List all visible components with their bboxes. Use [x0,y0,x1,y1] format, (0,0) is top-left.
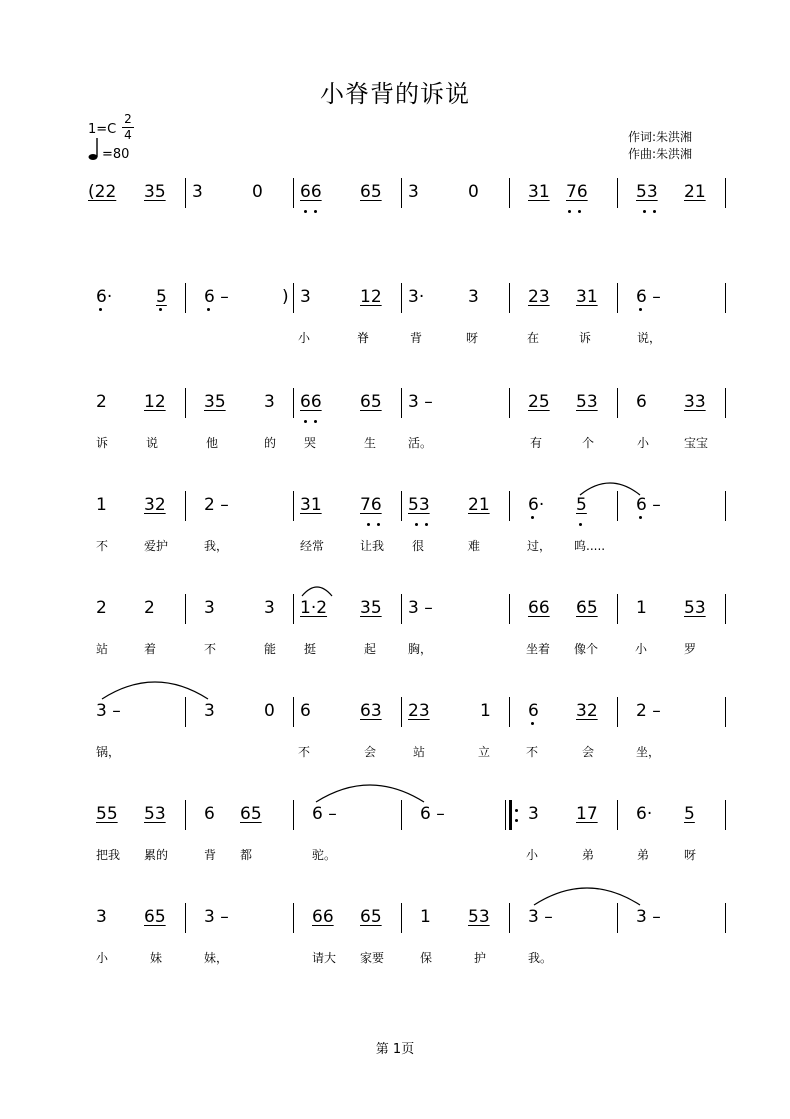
barline [509,178,510,208]
lyric: 不 [204,642,217,656]
note: 66 [528,598,550,618]
lyric: 挺 [304,642,317,656]
lyric: 不 [526,745,539,759]
barline [293,388,294,418]
note: 1 [420,907,431,927]
note: 3 [408,182,419,202]
barline [617,903,618,933]
barline [617,178,618,208]
barline [725,178,726,208]
note: 23 [528,287,550,307]
barline [725,903,726,933]
composer-credit: 作曲:朱洪湘 [628,147,693,161]
lyric: 他 [206,436,219,450]
time-sig-numerator: 2 [124,112,132,126]
barline [185,178,186,208]
note: 32 [576,701,598,721]
barline [401,491,402,521]
lyric: 宝宝 [684,436,709,450]
lyric: 请大 [312,951,337,965]
note: 3 [264,598,275,618]
note: 53 [408,495,430,515]
note: (22 [88,182,117,202]
barline [617,697,618,727]
lyric: 诉 [96,436,109,450]
note: 1 [480,701,491,721]
barline [185,903,186,933]
barline [185,283,186,313]
note: 65 [576,598,598,618]
lyric: 小 [637,436,650,450]
note: 2 – [204,495,229,515]
lyric: 我。 [528,951,553,965]
lyricist-credit: 作词:朱洪湘 [628,130,693,144]
note: 6 – [420,804,445,824]
lyric: 诉 [579,331,592,345]
lyric: 都 [240,848,253,862]
lyric: 的 [264,436,277,450]
note: 3 – [636,907,661,927]
lyric: 站 [413,745,426,759]
note: 6· [96,287,113,307]
note: 2 [96,598,107,618]
score-row-6 [0,697,790,757]
barline [185,697,186,727]
lyric: 着 [144,642,157,656]
score-row-3 [0,388,790,448]
note: 5 [576,495,587,515]
note: 6 [204,804,215,824]
note: 65 [360,907,382,927]
lyric: 呜..... [574,539,606,553]
score-row-5 [0,594,790,654]
lyric: 胸， [408,642,433,656]
lyric: 不 [298,745,311,759]
lyric: 活。 [408,436,433,450]
slur-arc [532,883,642,907]
barline [725,491,726,521]
lyric: 会 [364,745,377,759]
note: 63 [360,701,382,721]
barline [617,283,618,313]
note: 53 [684,598,706,618]
lyric: 家要 [360,951,385,965]
lyric: 难 [468,539,481,553]
note: 3 – [408,598,433,618]
note: 53 [576,392,598,412]
lyric: 在 [527,331,540,345]
note: 1 [636,598,647,618]
barline [293,491,294,521]
barline [185,491,186,521]
barline [401,903,402,933]
note: 31 [300,495,322,515]
score-row-7 [0,800,790,860]
key-signature: 1=C [88,122,117,137]
note: 53 [468,907,490,927]
barline [401,800,402,830]
note: 76 [360,495,382,515]
note: 3 [96,907,107,927]
barline [401,283,402,313]
note: 12 [144,392,166,412]
note: 21 [468,495,490,515]
lyric: 起 [364,642,377,656]
note: 35 [204,392,226,412]
note: 3 – [204,907,229,927]
barline [725,800,726,830]
note: 3 [192,182,203,202]
barline [293,697,294,727]
note: 76 [566,182,588,202]
note: 65 [144,907,166,927]
barline [401,594,402,624]
note: 66 [300,392,322,412]
slur-arc [300,582,334,598]
repeat-dot [515,809,518,812]
lyric: 妹， [204,951,229,965]
lyric: 不 [96,539,109,553]
lyric: 能 [264,642,277,656]
lyric: 说 [146,436,159,450]
lyric: 呀 [684,848,697,862]
note: 23 [408,701,430,721]
tempo-marking: =80 [102,147,130,162]
barline [293,283,294,313]
barline [509,283,510,313]
note: 35 [144,182,166,202]
barline [185,388,186,418]
lyric: 像个 [574,642,599,656]
lyric: 有 [530,436,543,450]
time-signature [122,113,134,142]
lyric: 立 [478,745,491,759]
note: 31 [528,182,550,202]
note: 3 – [408,392,433,412]
note: 0 [468,182,479,202]
lyric: 坐， [636,745,661,759]
lyric: 让我 [360,539,385,553]
note: 17 [576,804,598,824]
barline [401,697,402,727]
barline [509,388,510,418]
barline [725,388,726,418]
note: 6· [636,804,653,824]
note: 53 [144,804,166,824]
lyric: 哭 [304,436,317,450]
note: 5 [156,287,167,307]
note: 1 [96,495,107,515]
lyric: 会 [582,745,595,759]
lyric: 呀 [466,331,479,345]
score-row-4 [0,491,790,551]
barline [185,594,186,624]
barline [617,594,618,624]
slur-arc [100,677,210,701]
quarter-note-icon [88,137,100,161]
barline [293,594,294,624]
score-row-2 [0,283,790,343]
barline [509,903,510,933]
lyric: 说， [637,331,662,345]
lyric: 坐着 [526,642,551,656]
note: 32 [144,495,166,515]
note: 3 – [528,907,553,927]
lyric: 脊 [357,331,370,345]
lyric: 小 [635,642,648,656]
barline [185,800,186,830]
note: ) [282,287,289,307]
note: 25 [528,392,550,412]
lyric: 背 [410,331,423,345]
note: 65 [360,182,382,202]
barline [509,697,510,727]
note: 2 [144,598,155,618]
note: 65 [240,804,262,824]
slur-arc [578,479,642,497]
lyric: 小 [526,848,539,862]
lyric: 个 [582,436,595,450]
note: 3 [468,287,479,307]
note: 3 [204,701,215,721]
lyric: 背 [204,848,217,862]
note: 5 [684,804,695,824]
lyric: 锅， [96,745,121,759]
score-row-1 [0,178,790,238]
note: 33 [684,392,706,412]
note: 0 [252,182,263,202]
note: 3· [408,287,425,307]
song-title: 小脊背的诉说 [320,80,470,108]
note: 66 [300,182,322,202]
barline [293,800,294,830]
lyric: 生 [364,436,377,450]
note: 6 – [204,287,229,307]
note: 21 [684,182,706,202]
lyric: 累的 [144,848,169,862]
lyric: 站 [96,642,109,656]
lyric: 过， [527,539,552,553]
barline [401,388,402,418]
barline [293,178,294,208]
note: 3 [204,598,215,618]
note: 6 – [312,804,337,824]
note: 65 [360,392,382,412]
barline [725,697,726,727]
lyric: 爱护 [144,539,169,553]
lyric: 弟 [637,848,650,862]
note: 1·2 [300,598,328,618]
note: 6· [528,495,545,515]
note: 2 [96,392,107,412]
note: 2 – [636,701,661,721]
page-number: 第 1页 [375,1042,415,1057]
note: 3 – [96,701,121,721]
note: 3 [528,804,539,824]
barline [401,178,402,208]
lyric: 小 [96,951,109,965]
lyric: 小 [298,331,311,345]
repeat-barline-thin [505,800,506,830]
note: 31 [576,287,598,307]
score-row-8 [0,903,790,963]
note: 3 [264,392,275,412]
note: 66 [312,907,334,927]
lyric: 驼。 [312,848,337,862]
lyric: 很 [412,539,425,553]
lyric: 弟 [582,848,595,862]
note: 0 [264,701,275,721]
lyric: 经常 [300,539,325,553]
note: 53 [636,182,658,202]
time-sig-denominator: 4 [124,128,132,142]
note: 12 [360,287,382,307]
lyric: 妹 [150,951,163,965]
note: 6 [300,701,311,721]
note: 6 – [636,287,661,307]
barline [617,388,618,418]
note: 6 [636,392,647,412]
note: 6 – [636,495,661,515]
lyric: 我， [204,539,229,553]
repeat-dot [515,819,518,822]
slur-arc [314,780,426,804]
barline [509,491,510,521]
lyric: 护 [474,951,487,965]
lyric: 把我 [96,848,121,862]
note: 55 [96,804,118,824]
lyric: 罗 [684,642,697,656]
note: 35 [360,598,382,618]
note: 6 [528,701,539,721]
repeat-barline-thick [509,800,512,830]
note: 3 [300,287,311,307]
barline [725,594,726,624]
barline [509,594,510,624]
barline [725,283,726,313]
lyric: 保 [420,951,433,965]
barline [293,903,294,933]
barline [617,800,618,830]
